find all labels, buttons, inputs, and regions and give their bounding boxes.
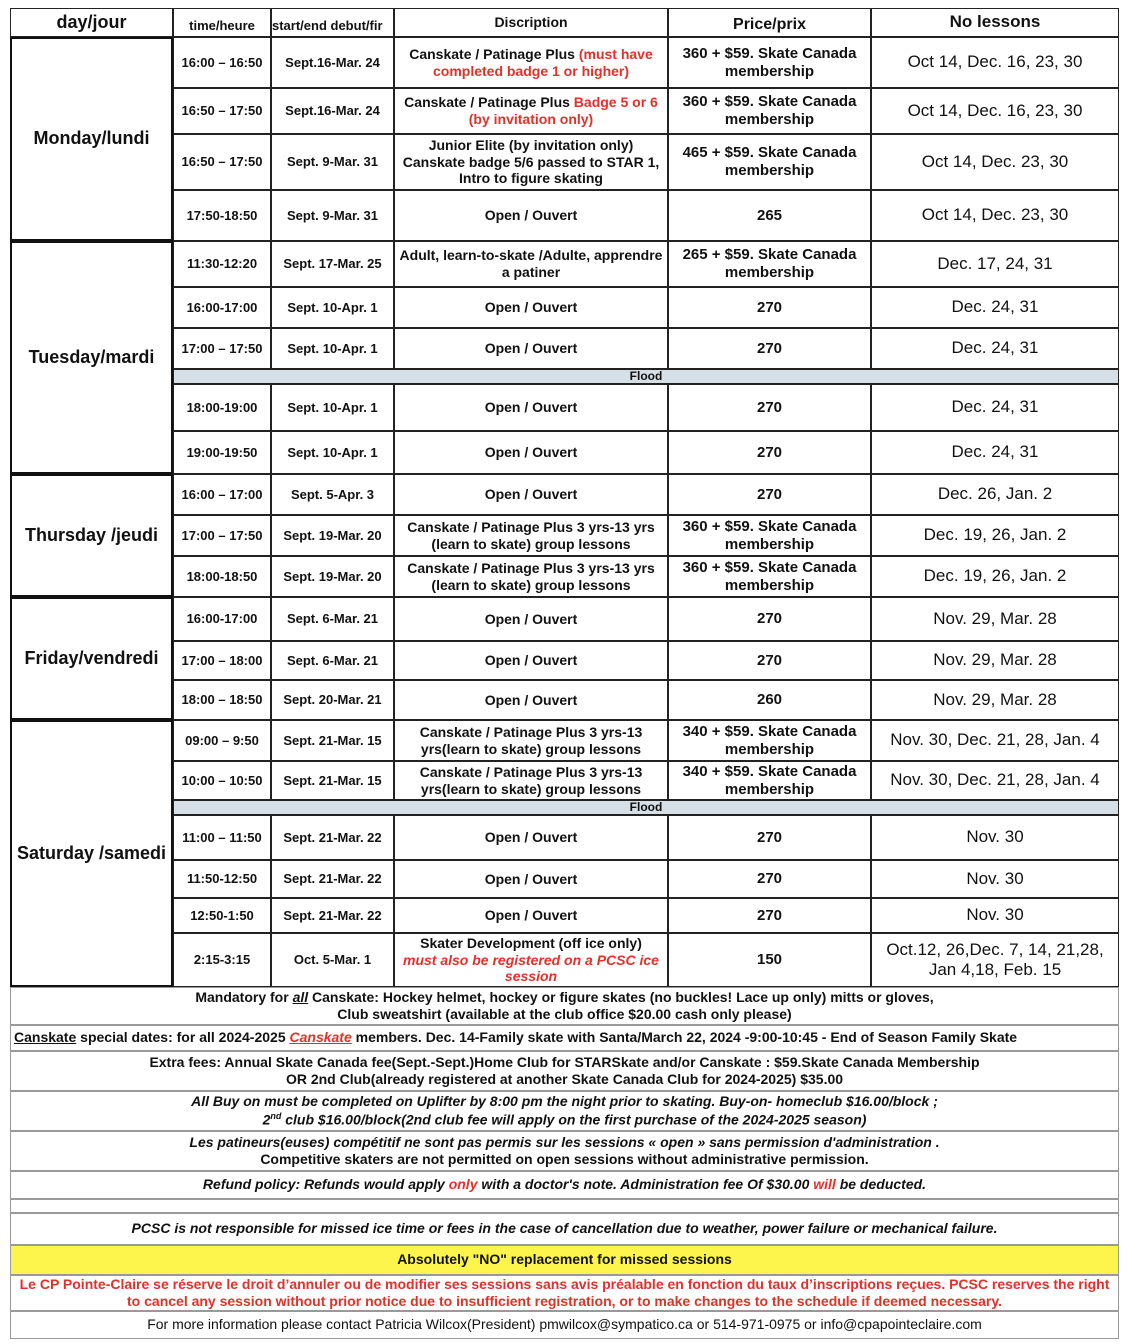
- session-dates-6: Sept. 10-Apr. 1: [271, 328, 394, 369]
- session-desc-2: Junior Elite (by invitation only) Canskate badge 5/6 passed to STAR 1, Intro to figure skating: [394, 134, 668, 190]
- session-no-lessons-18: Nov. 30: [871, 860, 1119, 898]
- session-no-lessons-0: Oct 14, Dec. 16, 23, 30: [871, 37, 1119, 88]
- session-price-3: 265: [668, 190, 871, 241]
- session-no-lessons-3: Oct 14, Dec. 23, 30: [871, 190, 1119, 241]
- session-no-lessons-8: Dec. 24, 31: [871, 431, 1119, 474]
- session-no-lessons-11: Dec. 19, 26, Jan. 2: [871, 556, 1119, 597]
- session-desc-17: Open / Ouvert: [394, 815, 668, 860]
- flood-row-tuesday: Flood: [173, 369, 1119, 384]
- note-extra-fees: Extra fees: Annual Skate Canada fee(Sept.-Sept.)Home Club for STARSkate and/or Canskate : $59.Skate Canada Membership OR 2nd Club(already registered at another Skate Canada Club for 2024-2025) $35.00: [10, 1051, 1119, 1091]
- session-time-0: 16:00 – 16:50: [173, 37, 271, 88]
- session-time-18: 11:50-12:50: [173, 860, 271, 898]
- header-price: Price/prix: [668, 8, 871, 37]
- session-time-20: 2:15-3:15: [173, 933, 271, 987]
- session-time-15: 09:00 – 9:50: [173, 720, 271, 761]
- session-time-1: 16:50 – 17:50: [173, 88, 271, 134]
- session-price-9: 270: [668, 474, 871, 515]
- session-time-19: 12:50-1:50: [173, 898, 271, 933]
- day-friday: Friday/vendredi: [10, 597, 173, 720]
- session-dates-3: Sept. 9-Mar. 31: [271, 190, 394, 241]
- session-dates-18: Sept. 21-Mar. 22: [271, 860, 394, 898]
- header-time: time/heure: [173, 8, 271, 37]
- session-time-8: 19:00-19:50: [173, 431, 271, 474]
- session-dates-0: Sept.16-Mar. 24: [271, 37, 394, 88]
- session-no-lessons-20: Oct.12, 26,Dec. 7, 14, 21,28, Jan 4,18, Feb. 15: [871, 933, 1119, 987]
- session-desc-13: Open / Ouvert: [394, 641, 668, 680]
- session-dates-2: Sept. 9-Mar. 31: [271, 134, 394, 190]
- flood-row-saturday: Flood: [173, 800, 1119, 815]
- day-saturday: Saturday /samedi: [10, 720, 173, 987]
- session-dates-14: Sept. 20-Mar. 21: [271, 680, 394, 720]
- header-dates: start/end debut/fir: [271, 8, 394, 37]
- session-dates-4: Sept. 17-Mar. 25: [271, 241, 394, 287]
- session-dates-11: Sept. 19-Mar. 20: [271, 556, 394, 597]
- session-desc-8: Open / Ouvert: [394, 431, 668, 474]
- session-dates-9: Sept. 5-Apr. 3: [271, 474, 394, 515]
- header-description: Discription: [394, 8, 668, 37]
- session-price-4: 265 + $59. Skate Canada membership: [668, 241, 871, 287]
- session-price-11: 360 + $59. Skate Canada membership: [668, 556, 871, 597]
- session-no-lessons-7: Dec. 24, 31: [871, 384, 1119, 431]
- session-time-7: 18:00-19:00: [173, 384, 271, 431]
- note-competitive: Les patineurs(euses) compétitif ne sont pas permis sur les sessions « open » sans permission d'administration . Competitive skaters are not permitted on open sessions without administrative permission.: [10, 1131, 1119, 1171]
- header-day: day/jour: [10, 8, 173, 37]
- session-dates-12: Sept. 6-Mar. 21: [271, 597, 394, 641]
- note-contact: For more information please contact Patricia Wilcox(President) pmwilcox@sympatico.ca or 514-971-0975 or info@cpapointeclaire.com: [10, 1311, 1119, 1339]
- note-pcsc-responsibility: PCSC is not responsible for missed ice time or fees in the case of cancellation due to weather, power failure or mechanical failure.: [10, 1213, 1119, 1245]
- session-price-0: 360 + $59. Skate Canada membership: [668, 37, 871, 88]
- session-no-lessons-13: Nov. 29, Mar. 28: [871, 641, 1119, 680]
- session-time-9: 16:00 – 17:00: [173, 474, 271, 515]
- header-no-lessons: No lessons: [871, 8, 1119, 37]
- session-price-20: 150: [668, 933, 871, 987]
- session-time-5: 16:00-17:00: [173, 287, 271, 328]
- session-desc-16: Canskate / Patinage Plus 3 yrs-13 yrs(learn to skate) group lessons: [394, 761, 668, 800]
- session-desc-19: Open / Ouvert: [394, 898, 668, 933]
- session-no-lessons-17: Nov. 30: [871, 815, 1119, 860]
- session-time-11: 18:00-18:50: [173, 556, 271, 597]
- session-price-12: 270: [668, 597, 871, 641]
- session-no-lessons-16: Nov. 30, Dec. 21, 28, Jan. 4: [871, 761, 1119, 800]
- session-price-10: 360 + $59. Skate Canada membership: [668, 515, 871, 556]
- day-monday: Monday/lundi: [10, 37, 173, 241]
- session-desc-4: Adult, learn-to-skate /Adulte, apprendre a patiner: [394, 241, 668, 287]
- session-desc-5: Open / Ouvert: [394, 287, 668, 328]
- session-dates-5: Sept. 10-Apr. 1: [271, 287, 394, 328]
- note-mandatory: Mandatory for all Canskate: Hockey helmet, hockey or figure skates (no buckles! Lace up only) mitts or gloves, Club sweatshirt (available at the club office $20.00 cash only please): [10, 987, 1119, 1025]
- note-rights: Le CP Pointe-Claire se réserve le droit d’annuler ou de modifier ses sessions sans avis préalable en fonction du taux d’inscriptions reçues. PCSC reserves the right to cancel any session without prior notice due to insufficient registration, or to make changes to the schedule if deemed necessary.: [10, 1275, 1119, 1311]
- session-time-2: 16:50 – 17:50: [173, 134, 271, 190]
- note-canskate-special-dates: Canskate special dates: for all 2024-2025 Canskate members. Dec. 14-Family skate with Santa/March 22, 2024 -9:00-10:45 - End of Season Family Skate: [10, 1025, 1119, 1051]
- session-no-lessons-14: Nov. 29, Mar. 28: [871, 680, 1119, 720]
- session-desc-14: Open / Ouvert: [394, 680, 668, 720]
- session-price-18: 270: [668, 860, 871, 898]
- session-price-13: 270: [668, 641, 871, 680]
- session-desc-10: Canskate / Patinage Plus 3 yrs-13 yrs (learn to skate) group lessons: [394, 515, 668, 556]
- session-no-lessons-19: Nov. 30: [871, 898, 1119, 933]
- session-time-12: 16:00-17:00: [173, 597, 271, 641]
- note-buy-on: All Buy on must be completed on Uplifter by 8:00 pm the night prior to skating. Buy-on- homeclub $16.00/block ; 2nd club $16.00/block(2nd club fee will apply on the first purchase of the 2024-2025 season): [10, 1091, 1119, 1131]
- session-price-17: 270: [668, 815, 871, 860]
- session-desc-11: Canskate / Patinage Plus 3 yrs-13 yrs (learn to skate) group lessons: [394, 556, 668, 597]
- session-price-16: 340 + $59. Skate Canada membership: [668, 761, 871, 800]
- session-time-6: 17:00 – 17:50: [173, 328, 271, 369]
- blank-row: [10, 1199, 1119, 1213]
- session-dates-15: Sept. 21-Mar. 15: [271, 720, 394, 761]
- session-no-lessons-4: Dec. 17, 24, 31: [871, 241, 1119, 287]
- session-time-3: 17:50-18:50: [173, 190, 271, 241]
- session-desc-7: Open / Ouvert: [394, 384, 668, 431]
- session-no-lessons-2: Oct 14, Dec. 23, 30: [871, 134, 1119, 190]
- session-dates-20: Oct. 5-Mar. 1: [271, 933, 394, 987]
- session-dates-7: Sept. 10-Apr. 1: [271, 384, 394, 431]
- session-price-2: 465 + $59. Skate Canada membership: [668, 134, 871, 190]
- session-dates-1: Sept.16-Mar. 24: [271, 88, 394, 134]
- session-no-lessons-1: Oct 14, Dec. 16, 23, 30: [871, 88, 1119, 134]
- session-dates-19: Sept. 21-Mar. 22: [271, 898, 394, 933]
- session-no-lessons-10: Dec. 19, 26, Jan. 2: [871, 515, 1119, 556]
- session-no-lessons-5: Dec. 24, 31: [871, 287, 1119, 328]
- session-time-4: 11:30-12:20: [173, 241, 271, 287]
- session-desc-9: Open / Ouvert: [394, 474, 668, 515]
- note-no-replacement: Absolutely "NO" replacement for missed sessions: [10, 1245, 1119, 1275]
- session-price-8: 270: [668, 431, 871, 474]
- session-time-17: 11:00 – 11:50: [173, 815, 271, 860]
- session-desc-15: Canskate / Patinage Plus 3 yrs-13 yrs(learn to skate) group lessons: [394, 720, 668, 761]
- session-desc-18: Open / Ouvert: [394, 860, 668, 898]
- session-no-lessons-9: Dec. 26, Jan. 2: [871, 474, 1119, 515]
- session-desc-20: Skater Development (off ice only) must also be registered on a PCSC ice session: [394, 933, 668, 987]
- session-desc-3: Open / Ouvert: [394, 190, 668, 241]
- session-desc-1: Canskate / Patinage Plus Badge 5 or 6 (by invitation only): [394, 88, 668, 134]
- session-desc-6: Open / Ouvert: [394, 328, 668, 369]
- session-time-13: 17:00 – 18:00: [173, 641, 271, 680]
- session-no-lessons-15: Nov. 30, Dec. 21, 28, Jan. 4: [871, 720, 1119, 761]
- session-time-16: 10:00 – 10:50: [173, 761, 271, 800]
- session-price-14: 260: [668, 680, 871, 720]
- session-dates-17: Sept. 21-Mar. 22: [271, 815, 394, 860]
- session-price-19: 270: [668, 898, 871, 933]
- session-dates-10: Sept. 19-Mar. 20: [271, 515, 394, 556]
- session-time-10: 17:00 – 17:50: [173, 515, 271, 556]
- session-price-1: 360 + $59. Skate Canada membership: [668, 88, 871, 134]
- session-price-5: 270: [668, 287, 871, 328]
- session-price-15: 340 + $59. Skate Canada membership: [668, 720, 871, 761]
- day-thursday: Thursday /jeudi: [10, 474, 173, 597]
- session-no-lessons-12: Nov. 29, Mar. 28: [871, 597, 1119, 641]
- session-dates-16: Sept. 21-Mar. 15: [271, 761, 394, 800]
- session-price-6: 270: [668, 328, 871, 369]
- note-refund: Refund policy: Refunds would apply only with a doctor's note. Administration fee Of $30.00 will be deducted.: [10, 1171, 1119, 1199]
- day-tuesday: Tuesday/mardi: [10, 241, 173, 474]
- session-no-lessons-6: Dec. 24, 31: [871, 328, 1119, 369]
- session-desc-12: Open / Ouvert: [394, 597, 668, 641]
- session-time-14: 18:00 – 18:50: [173, 680, 271, 720]
- session-price-7: 270: [668, 384, 871, 431]
- session-dates-13: Sept. 6-Mar. 21: [271, 641, 394, 680]
- session-desc-0: Canskate / Patinage Plus (must have completed badge 1 or higher): [394, 37, 668, 88]
- session-dates-8: Sept. 10-Apr. 1: [271, 431, 394, 474]
